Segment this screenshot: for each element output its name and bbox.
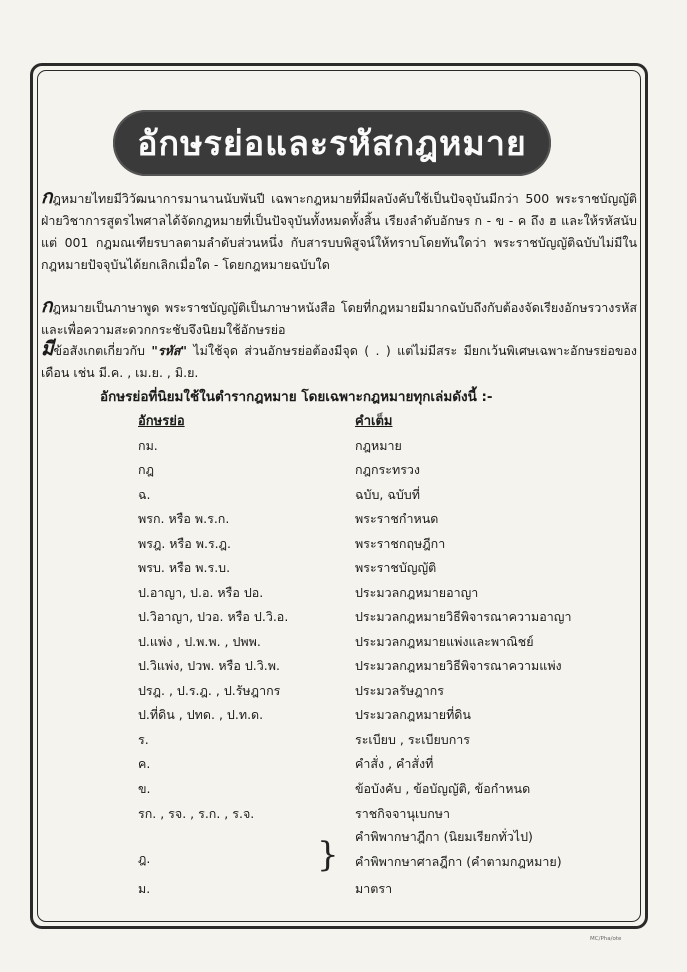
dropcap: ก [41, 295, 53, 317]
table-row [0, 705, 687, 729]
full-term-cell: คำพิพากษาศาลฎีกา (คำตามกฎหมาย) [355, 854, 562, 869]
full-term-cell: มาตรา [355, 881, 393, 896]
full-term-cell: พระราชบัญญัติ [355, 560, 437, 575]
full-term-cell: กฎหมาย [355, 438, 402, 453]
table-row [0, 656, 687, 680]
abbr-cell: ฎ. [138, 851, 151, 866]
paragraph-text: ฎหมายเป็นภาษาพูด พระราชบัญญัติเป็นภาษาหนังสือ โดยที่กฎหมายมีมากฉบับถึงกับต้องจัดเรียงอักษรวางรหัส และเพื่อความสะดวกกระชับจึงนิยมใช้อักษรย่อ [41, 300, 637, 337]
paragraph-text: ไม่ใช้จุด ส่วนอักษรย่อต้องมีจุด ( . ) แต่ไม่มีสระ มียกเว้นพิเศษเฉพาะอักษรย่อของเดือน เช่น มี.ค. , เม.ย. , มิ.ย. [41, 343, 637, 380]
column-header-abbr: อักษรย่อ [138, 414, 185, 429]
table-row [0, 730, 687, 754]
page-title: อักษรย่อและรหัสกฎหมาย [137, 124, 527, 164]
abbr-cell: ฉ. [138, 487, 151, 502]
full-term-cell: ฉบับ, ฉบับที่ [355, 487, 420, 502]
full-term-cell: ข้อบังคับ , ข้อบัญญัติ, ข้อกำหนด [355, 781, 531, 796]
full-term-cell: ประมวลกฎหมายวิธีพิจารณาความแพ่ง [355, 658, 562, 673]
abbr-cell: ป.วิแพ่ง, ปวพ. หรือ ป.วิ.พ. [138, 658, 280, 673]
intro-paragraph-3 [41, 338, 637, 384]
full-term-cell: กฎกระทรวง [355, 462, 421, 477]
title-banner [113, 110, 551, 176]
abbr-cell: ป.วิอาญา, ปวอ. หรือ ป.วิ.อ. [138, 609, 289, 624]
table-row [0, 827, 687, 851]
table-row [0, 852, 687, 876]
table-row [0, 607, 687, 631]
full-term-cell: ประมวลกฎหมายแพ่งและพาณิชย์ [355, 634, 534, 649]
dropcap: มี [41, 338, 54, 360]
footer-mark: MC/Pha/ote [590, 936, 622, 942]
intro-paragraph-2 [41, 295, 637, 341]
abbr-cell: ข. [138, 781, 151, 796]
abbr-cell: ม. [138, 881, 151, 896]
table-row [0, 632, 687, 656]
table-row [0, 558, 687, 582]
full-term-cell: พระราชกำหนด [355, 511, 439, 526]
full-term-cell: คำสั่ง , คำสั่งที่ [355, 756, 434, 771]
table-row [0, 681, 687, 705]
table-row [0, 804, 687, 828]
abbr-cell: ปรฎ. , ป.ร.ฎ. , ป.รัษฎากร [138, 683, 281, 698]
abbr-cell: พรบ. หรือ พ.ร.บ. [138, 560, 231, 575]
table-row [0, 460, 687, 484]
table-row [0, 879, 687, 903]
abbr-cell: ป.ที่ดิน , ปทด. , ป.ท.ด. [138, 707, 264, 722]
table-row [0, 509, 687, 533]
table-row [0, 583, 687, 607]
table-row [0, 485, 687, 509]
full-term-cell: คำพิพากษาฎีกา (นิยมเรียกทั่วไป) [355, 829, 533, 844]
table-row [0, 534, 687, 558]
table-subheading: อักษรย่อที่นิยมใช้ในตำรากฎหมาย โดยเฉพาะกฎหมายทุกเล่มดังนี้ :- [100, 389, 493, 405]
abbr-cell: รก. , รจ. , ร.ก. , ร.จ. [138, 806, 255, 821]
full-term-cell: ประมวลกฎหมายวิธีพิจารณาความอาญา [355, 609, 572, 624]
abbr-cell: กฎ [138, 462, 154, 477]
full-term-cell: พระราชกฤษฎีกา [355, 536, 446, 551]
abbr-cell: ร. [138, 732, 149, 747]
full-term-cell: ประมวลกฎหมายที่ดิน [355, 707, 471, 722]
abbr-cell: กม. [138, 438, 158, 453]
full-term-cell: ประมวลกฎหมายอาญา [355, 585, 479, 600]
emphasis-text: "รหัส" [151, 343, 187, 358]
abbr-cell: ค. [138, 756, 151, 771]
table-row [0, 754, 687, 778]
abbr-cell: ป.แพ่ง , ป.พ.พ. , ปพพ. [138, 634, 261, 649]
abbr-cell: พรฎ. หรือ พ.ร.ฎ. [138, 536, 231, 551]
intro-paragraph-1 [41, 186, 637, 276]
paragraph-text: ฎหมายไทยมีวิวัฒนาการมานานนับพันปี เฉพาะกฎหมายที่มีผลบังคับใช้เป็นปัจจุบันมีกว่า 500 พระราชบัญญัติ ฝ่ายวิชาการสูตรไพศาลได้จัดกฎหมายที่เป็นปัจจุบันทั้งหมดทั้งสิ้น เรียงลำดับอักษร ก - ข - ค ถึง ฮ และให้รหัสนับแต่ 001 กฎมณเฑียรบาลตามลำดับส่วนหนึ่ง กับสารบบพิสูจน์ให้ทราบโดยทันใดว่า พระราชบัญญัติฉบับไม่มีในกฎหมายปัจจุบันได้ยกเลิกเมื่อใด - โดยกฎหมายฉบับใด [41, 191, 637, 272]
full-term-cell: ราชกิจจานุเบกษา [355, 806, 451, 821]
brace-icon: } [317, 835, 339, 875]
full-term-cell: ระเบียบ , ระเบียบการ [355, 732, 471, 747]
abbr-cell: พรก. หรือ พ.ร.ก. [138, 511, 230, 526]
table-row [0, 779, 687, 803]
dropcap: ก [41, 186, 53, 208]
paragraph-text: ข้อสังเกตเกี่ยวกับ [53, 343, 152, 358]
abbr-cell: ป.อาญา, ป.อ. หรือ ปอ. [138, 585, 264, 600]
column-header-full: คำเต็ม [355, 414, 393, 429]
full-term-cell: ประมวลรัษฎากร [355, 683, 444, 698]
table-row [0, 436, 687, 460]
